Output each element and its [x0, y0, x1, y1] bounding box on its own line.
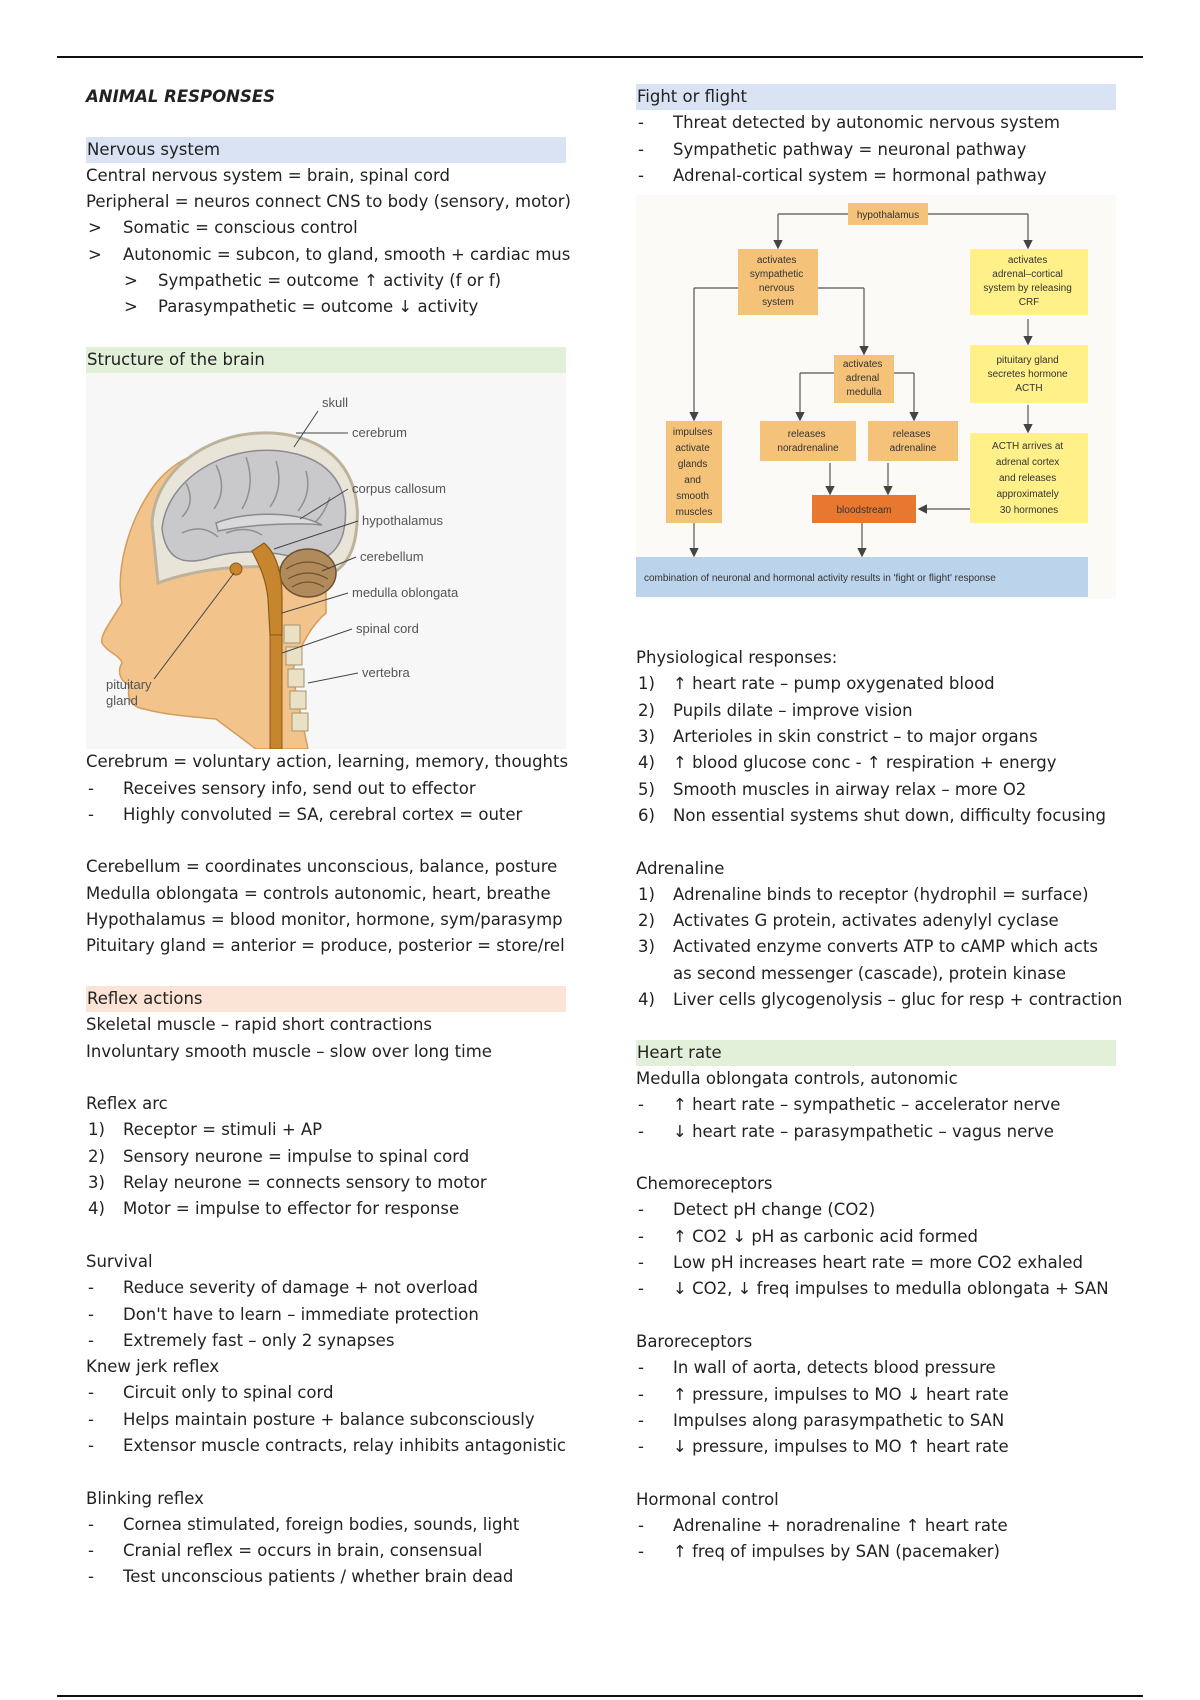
text-line: releases — [787, 429, 826, 441]
text-line: Cerebrum = voluntary action, learning, memory, thoughts — [86, 752, 569, 772]
list-item-text: Sensory neurone = impulse to spinal cord — [123, 1146, 470, 1166]
list-item — [636, 934, 1116, 960]
list-item — [636, 163, 1116, 189]
list-item — [636, 777, 1116, 803]
list-item-text: Extensor muscle contracts, relay inhibits antagonistic — [123, 1435, 566, 1455]
list-item — [86, 802, 566, 828]
list-item-text: Activated enzyme converts ATP to cAMP which acts — [673, 937, 1098, 957]
list-item-text: Threat detected by autonomic nervous system — [673, 113, 1060, 133]
list-item — [86, 1328, 566, 1354]
list-item-text: Non essential systems shut down, difficulty focusing — [673, 805, 1106, 825]
subheading-baroreceptors: Baroreceptors — [636, 1331, 753, 1351]
bullet-marker: - — [638, 1095, 644, 1115]
text-line: glands — [677, 459, 708, 471]
list-item — [636, 1539, 1116, 1565]
text-line: adrenal — [845, 373, 880, 385]
number-marker: 2) — [638, 700, 655, 720]
text-line: ACTH arrives at — [992, 441, 1064, 453]
list-item — [636, 750, 1116, 776]
bullet-marker: - — [638, 113, 644, 133]
top-rule — [57, 56, 1143, 58]
text-line: nervous — [758, 283, 795, 295]
left-column — [86, 84, 571, 1591]
bullet-marker: - — [88, 1330, 94, 1350]
list-item — [86, 242, 571, 268]
list-item — [636, 882, 1116, 908]
number-marker: 3) — [638, 937, 655, 957]
bullet-marker: - — [88, 804, 94, 824]
box-noradrenaline — [760, 421, 856, 461]
bullet-marker: - — [638, 1121, 644, 1141]
list-item-text: Somatic = conscious control — [123, 218, 358, 238]
subheading-blinking-reflex: Blinking reflex — [86, 1488, 204, 1508]
number-marker: 1) — [638, 884, 655, 904]
text-line: activate — [675, 443, 710, 455]
label-pituitary: pituitary — [106, 677, 152, 693]
list-item — [636, 1434, 1116, 1460]
text-line: secretes hormone — [987, 369, 1068, 381]
text-hypothalamus: hypothalamus — [856, 210, 920, 222]
text-line: Medulla oblongata = controls autonomic, heart, breathe — [86, 883, 551, 903]
list-item-text: Detect pH change (CO2) — [673, 1200, 876, 1220]
bullet-marker: - — [638, 165, 644, 185]
pituitary-shape — [230, 563, 242, 575]
list-item-text: Liver cells glycogenolysis – gluc for resp + contraction — [673, 990, 1123, 1010]
list-item-text: Smooth muscles in airway relax – more O2 — [673, 779, 1027, 799]
list-item — [636, 724, 1116, 750]
list-item — [636, 1092, 1116, 1118]
bullet-marker: - — [88, 1278, 94, 1298]
bullet-marker: - — [638, 1279, 644, 1299]
list-item — [636, 803, 1116, 829]
list-item — [86, 776, 566, 802]
list-item — [86, 1275, 566, 1301]
list-item-text: Sympathetic pathway = neuronal pathway — [673, 139, 1027, 159]
subheading-knee-jerk: Knew jerk reflex — [86, 1357, 220, 1377]
bullet-marker: - — [638, 1542, 644, 1562]
list-item — [636, 137, 1116, 163]
list-item — [86, 1380, 566, 1406]
list-item — [636, 908, 1116, 934]
list-item-text: Helps maintain posture + balance subconsciously — [123, 1409, 535, 1429]
list-item — [636, 671, 1116, 697]
list-item-text: In wall of aorta, detects blood pressure — [673, 1358, 996, 1378]
bullet-marker: - — [638, 1437, 644, 1457]
bottom-rule — [57, 1695, 1143, 1697]
text-line: Central nervous system = brain, spinal cord — [86, 165, 450, 185]
label-gland: gland — [106, 693, 138, 709]
list-item — [636, 1513, 1116, 1539]
text-line: noradrenaline — [777, 443, 839, 455]
box-adrenaline — [868, 421, 958, 461]
number-marker: 3) — [88, 1173, 105, 1193]
list-item — [636, 1276, 1116, 1302]
list-subitem — [86, 294, 566, 320]
text-line: Peripheral = neuros connect CNS to body (sensory, motor) — [86, 192, 571, 212]
list-item-text: Cranial reflex = occurs in brain, consensual — [123, 1541, 483, 1561]
bullet-marker: > — [124, 297, 138, 317]
label-vertebra: vertebra — [362, 665, 410, 681]
spinal-cord-shape — [270, 635, 282, 749]
list-item — [636, 1382, 1116, 1408]
subheading-hormonal-control: Hormonal control — [636, 1489, 779, 1509]
list-item-text: Autonomic = subcon, to gland, smooth + cardiac mus — [123, 244, 571, 264]
heading-nervous-system: Nervous system — [86, 137, 566, 163]
text-adrenal-medulla — [843, 359, 885, 398]
label-skull: skull — [322, 395, 349, 411]
list-item — [86, 215, 566, 241]
list-item-text: Test unconscious patients / whether brain dead — [123, 1567, 514, 1587]
bullet-marker: - — [88, 1567, 94, 1587]
list-item — [636, 110, 1116, 136]
list-item — [86, 1170, 566, 1196]
list-item-text: ↓ heart rate – parasympathetic – vagus nerve — [673, 1121, 1054, 1141]
text-line: Hypothalamus = blood monitor, hormone, sym/parasymp — [86, 910, 563, 930]
number-marker: 4) — [88, 1199, 105, 1219]
subheading-adrenaline: Adrenaline — [636, 858, 725, 878]
list-subitem — [86, 268, 566, 294]
bullet-marker: - — [88, 1304, 94, 1324]
heading-structure-of-brain: Structure of the brain — [86, 347, 566, 373]
list-item — [86, 1196, 566, 1222]
bullet-marker: - — [88, 1409, 94, 1429]
number-marker: 3) — [638, 727, 655, 747]
list-item — [86, 1407, 566, 1433]
list-item — [636, 1408, 1116, 1434]
bullet-marker: > — [88, 244, 102, 264]
bullet-marker: - — [638, 1384, 644, 1404]
number-marker: 4) — [638, 990, 655, 1010]
fight-or-flight-flowchart — [636, 189, 1116, 645]
list-item — [636, 987, 1123, 1013]
number-marker: 6) — [638, 805, 655, 825]
list-item-text: Cornea stimulated, foreign bodies, sounds, light — [123, 1514, 520, 1534]
list-item-text: ↑ heart rate – sympathetic – accelerator nerve — [673, 1095, 1061, 1115]
bullet-marker: - — [638, 1410, 644, 1430]
label-spinal-cord: spinal cord — [356, 621, 419, 637]
list-item-text: ↑ heart rate – pump oxygenated blood — [673, 674, 995, 694]
text-line: activates — [1007, 255, 1048, 267]
text-line: Cerebellum = coordinates unconscious, balance, posture — [86, 857, 558, 877]
bullet-marker: - — [638, 139, 644, 159]
text-line: CRF — [1018, 297, 1040, 309]
text-line: ACTH — [1015, 383, 1043, 395]
number-marker: 4) — [638, 753, 655, 773]
label-corpus-callosum: corpus callosum — [352, 481, 446, 497]
page-title: ANIMAL RESPONSES — [86, 87, 275, 106]
label-cerebellum: cerebellum — [360, 549, 424, 565]
text-line: system by releasing — [983, 283, 1072, 295]
list-item — [86, 1433, 566, 1459]
bullet-marker: - — [638, 1226, 644, 1246]
text-line: 30 hormones — [999, 505, 1059, 517]
subheading-physiological: Physiological responses: — [636, 648, 838, 668]
bullet-marker: - — [638, 1200, 644, 1220]
text-line: adrenal cortex — [995, 457, 1060, 469]
bullet-marker: - — [88, 778, 94, 798]
text-line: Involuntary smooth muscle – slow over long time — [86, 1041, 492, 1061]
list-item-text: ↑ CO2 ↓ pH as carbonic acid formed — [673, 1226, 978, 1246]
text-line: medulla — [846, 387, 882, 399]
list-item-continuation — [636, 961, 1116, 987]
number-marker: 1) — [88, 1120, 105, 1140]
bullet-marker: - — [88, 1541, 94, 1561]
label-hypothalamus: hypothalamus — [362, 513, 443, 529]
list-item — [636, 1250, 1116, 1276]
list-item-text: ↑ freq of impulses by SAN (pacemaker) — [673, 1542, 1000, 1562]
subheading-reflex-arc: Reflex arc — [86, 1094, 168, 1114]
text-line: releases — [892, 429, 931, 441]
list-item — [86, 1564, 566, 1590]
list-item-text: Sympathetic = outcome ↑ activity (f or f) — [158, 271, 502, 291]
list-item-text: as second messenger (cascade), protein kinase — [673, 963, 1067, 983]
list-item — [86, 1512, 566, 1538]
list-item-text: Adrenal-cortical system = hormonal pathway — [673, 165, 1047, 185]
bullet-marker: > — [124, 271, 138, 291]
bullet-marker: - — [88, 1435, 94, 1455]
list-item — [636, 1197, 1116, 1223]
list-item — [86, 1538, 566, 1564]
text-line: and — [684, 475, 701, 487]
text-line: adrenal–cortical — [992, 269, 1063, 281]
list-item-text: Motor = impulse to effector for response — [123, 1199, 460, 1219]
list-item-text: Pupils dilate – improve vision — [673, 700, 913, 720]
heading-heart-rate: Heart rate — [636, 1040, 1116, 1066]
bullet-marker: > — [88, 218, 102, 238]
number-marker: 2) — [638, 911, 655, 931]
list-item-text: Impulses along parasympathetic to SAN — [673, 1410, 1005, 1430]
list-item-text: Parasympathetic = outcome ↓ activity — [158, 297, 479, 317]
list-item-text: Receives sensory info, send out to effector — [123, 778, 476, 798]
text-line: adrenaline — [889, 443, 937, 455]
list-item-text: Relay neurone = connects sensory to motor — [123, 1173, 487, 1193]
number-marker: 1) — [638, 674, 655, 694]
list-item-text: Highly convoluted = SA, cerebral cortex = outer — [123, 804, 523, 824]
bullet-marker: - — [638, 1253, 644, 1273]
list-item — [636, 1355, 1116, 1381]
list-item — [86, 1117, 566, 1143]
bullet-marker: - — [88, 1383, 94, 1403]
brain-diagram — [86, 373, 566, 749]
text-line: approximately — [996, 489, 1059, 501]
text-bloodstream: bloodstream — [836, 505, 892, 517]
text-line: impulses — [672, 427, 713, 439]
subheading-chemoreceptors: Chemoreceptors — [636, 1174, 773, 1194]
bullet-marker: - — [638, 1358, 644, 1378]
list-item-text: Extremely fast – only 2 synapses — [123, 1330, 395, 1350]
heading-fight-or-flight: Fight or flight — [636, 84, 1116, 110]
text-line: smooth — [676, 491, 710, 503]
bullet-marker: - — [638, 1515, 644, 1535]
text-line: pituitary gland — [996, 355, 1059, 367]
list-item-text: ↓ CO2, ↓ freq impulses to medulla oblongata + SAN — [673, 1279, 1109, 1299]
heading-reflex-actions: Reflex actions — [86, 986, 566, 1012]
number-marker: 2) — [88, 1146, 105, 1166]
label-medulla-oblongata: medulla oblongata — [352, 585, 459, 601]
list-item — [636, 1224, 1116, 1250]
text-line: sympathetic — [749, 269, 804, 281]
number-marker: 5) — [638, 779, 655, 799]
text-line: Medulla oblongata controls, autonomic — [636, 1068, 958, 1088]
text-line: and releases — [998, 473, 1057, 485]
bullet-marker: - — [88, 1514, 94, 1534]
subheading-survival: Survival — [86, 1251, 153, 1271]
list-item-text: Don't have to learn – immediate protection — [123, 1304, 479, 1324]
list-item-text: Low pH increases heart rate = more CO2 exhaled — [673, 1253, 1083, 1273]
list-item-text: Receptor = stimuli + AP — [123, 1120, 323, 1140]
list-item-text: ↑ pressure, impulses to MO ↓ heart rate — [673, 1384, 1009, 1404]
brain-illustration — [86, 373, 566, 749]
list-item — [636, 698, 1116, 724]
list-item-text: Circuit only to spinal cord — [123, 1383, 334, 1403]
text-combination: combination of neuronal and hormonal activity results in 'fight or flight' response — [644, 573, 996, 585]
text-line: Pituitary gland = anterior = produce, posterior = store/rel — [86, 936, 565, 956]
text-line: activates — [842, 359, 883, 371]
list-item — [636, 1119, 1116, 1145]
right-column — [636, 84, 1123, 1566]
list-item — [86, 1302, 566, 1328]
flowchart-svg — [636, 189, 1116, 645]
list-item-text: Arterioles in skin constrict – to major organs — [673, 727, 1038, 747]
list-item-text: Adrenaline + noradrenaline ↑ heart rate — [673, 1515, 1008, 1535]
list-item-text: Activates G protein, activates adenylyl cyclase — [673, 911, 1059, 931]
list-item-text: Reduce severity of damage + not overload — [123, 1278, 478, 1298]
list-item — [86, 1144, 566, 1170]
text-line: system — [762, 297, 794, 309]
text-line: activates — [756, 255, 797, 267]
label-cerebrum: cerebrum — [352, 425, 407, 441]
list-item-text: ↑ blood glucose conc - ↑ respiration + energy — [673, 753, 1057, 773]
text-line: muscles — [675, 507, 713, 519]
text-line: Skeletal muscle – rapid short contractions — [86, 1015, 432, 1035]
list-item-text: Adrenaline binds to receptor (hydrophil = surface) — [673, 884, 1089, 904]
list-item-text: ↓ pressure, impulses to MO ↑ heart rate — [673, 1437, 1009, 1457]
